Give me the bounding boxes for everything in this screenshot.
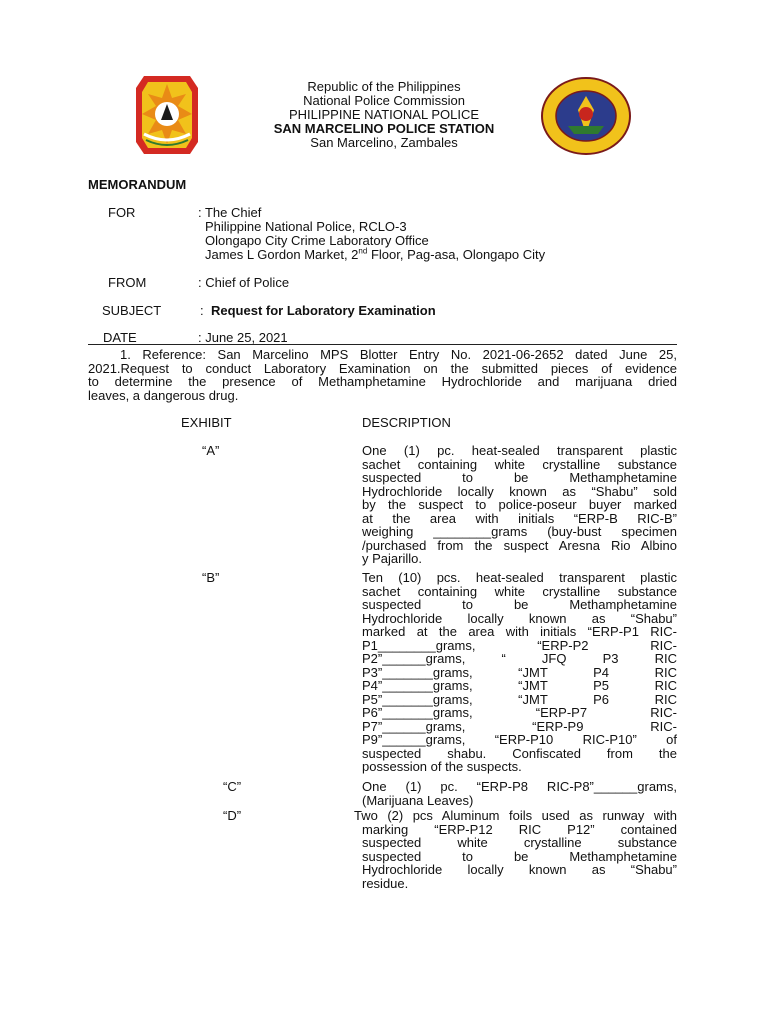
date-value: : June 25, 2021 bbox=[198, 330, 288, 345]
paragraph-line: 1. Reference: San Marcelino MPS Blotter Entry No. 2021-06-2652 dated June 25, bbox=[120, 347, 677, 362]
description-line: Hydrochloride locally known as “Shabu” bbox=[362, 610, 677, 626]
station-seal-logo bbox=[540, 76, 632, 156]
header-pnp: PHILIPPINE NATIONAL POLICE bbox=[289, 107, 479, 122]
description-line: marked at the area with initials “ERP-P1 RIC- bbox=[362, 624, 677, 639]
description-line: Two (2) pcs Aluminum foils used as runway with bbox=[354, 808, 677, 823]
exhibit-label-d: “D” bbox=[223, 808, 242, 823]
description-line: suspected white crystalline substance bbox=[362, 835, 677, 850]
description-line: suspected shabu. Confiscated from the bbox=[362, 745, 677, 761]
description-line: by the suspect to police-poseur buyer marked bbox=[362, 497, 677, 512]
for-line-4: James L Gordon Market, 2nd Floor, Pag-asa, Olongapo City bbox=[205, 246, 546, 262]
description-line: suspected to be Methamphetamine bbox=[362, 470, 677, 485]
for-line-1: : The Chief bbox=[198, 205, 262, 220]
for-line-2: Philippine National Police, RCLO-3 bbox=[205, 219, 407, 234]
subject-value: Request for Laboratory Examination bbox=[211, 303, 436, 318]
exhibit-description-c bbox=[362, 780, 677, 807]
description-line: One (1) pc. “ERP-P8 RIC-P8”______grams, bbox=[362, 779, 677, 794]
from-label: FROM bbox=[108, 275, 147, 290]
paragraph-line: 2021.Request to conduct Laboratory Examination on the submitted pieces of evidence bbox=[88, 360, 677, 376]
description-line: Hydrochloride locally known as “Shabu” sold bbox=[362, 483, 677, 499]
exhibit-description-b bbox=[362, 571, 677, 774]
description-line: Ten (10) pcs. heat-sealed transparent plastic bbox=[362, 570, 677, 585]
description-line: P3”_______grams, “JMT P4 RIC bbox=[362, 664, 677, 680]
header-napolcom: National Police Commission bbox=[303, 93, 465, 108]
subject-colon: : bbox=[200, 303, 204, 318]
description-line: sachet containing white crystalline substance bbox=[362, 456, 677, 472]
description-line: /purchased from the suspect Aresna Rio Albino bbox=[362, 537, 677, 553]
description-line: P1________grams, “ERP-P2 RIC- bbox=[362, 637, 677, 653]
exhibit-description-a bbox=[362, 444, 677, 566]
exhibit-label-a: “A” bbox=[202, 443, 220, 458]
from-value: : Chief of Police bbox=[198, 275, 290, 290]
paragraph-line: to determine the presence of Methamphetamine Hydrochloride and marijuana dried bbox=[88, 374, 677, 390]
description-line: P2”______grams, “ JFQ P3 RIC bbox=[362, 651, 677, 666]
for-label: FOR bbox=[108, 205, 136, 220]
exhibit-description-d bbox=[354, 809, 677, 890]
description-line: One (1) pc. heat-sealed transparent plastic bbox=[362, 443, 677, 458]
description-line: residue. bbox=[362, 875, 409, 891]
description-line: possession of the suspects. bbox=[362, 759, 522, 774]
description-line: weighing ________grams (buy-bust specimen bbox=[362, 524, 677, 539]
for-line-3: Olongapo City Crime Laboratory Office bbox=[205, 233, 429, 248]
description-line: at the area with initials “ERP-B RIC-B” bbox=[362, 510, 677, 526]
header-divider bbox=[88, 344, 677, 345]
description-line: sachet containing white crystalline substance bbox=[362, 583, 677, 599]
paragraph-line: leaves, a dangerous drug. bbox=[88, 388, 239, 404]
exhibit-label-c: “C” bbox=[223, 779, 242, 794]
description-line: P4”_______grams, “JMT P5 RIC bbox=[362, 678, 677, 693]
subject-label: SUBJECT bbox=[102, 303, 162, 318]
description-line: suspected to be Methamphetamine bbox=[362, 848, 677, 864]
reference-paragraph bbox=[88, 348, 677, 403]
header-republic: Republic of the Philippines bbox=[307, 79, 461, 94]
description-column-header: DESCRIPTION bbox=[362, 415, 451, 430]
description-line: marking “ERP-P12 RIC P12” contained bbox=[362, 821, 677, 837]
description-line: y Pajarillo. bbox=[362, 551, 422, 566]
description-line: P7”______grams, “ERP-P9 RIC- bbox=[362, 718, 677, 734]
description-line: P6”_______grams, “ERP-P7 RIC- bbox=[362, 705, 677, 720]
header-location: San Marcelino, Zambales bbox=[310, 135, 458, 150]
date-label: DATE bbox=[103, 330, 137, 345]
exhibit-label-b: “B” bbox=[202, 570, 220, 585]
description-line: (Marijuana Leaves) bbox=[362, 792, 474, 808]
exhibit-column-header: EXHIBIT bbox=[181, 415, 232, 430]
memo-title: MEMORANDUM bbox=[88, 177, 187, 192]
description-line: suspected to be Methamphetamine bbox=[362, 597, 677, 612]
header-station: SAN MARCELINO POLICE STATION bbox=[273, 121, 495, 136]
description-line: P5”_______grams, “JMT P6 RIC bbox=[362, 691, 677, 707]
description-line: P9”______grams, “ERP-P10 RIC-P10” of bbox=[362, 732, 677, 747]
description-line: Hydrochloride locally known as “Shabu” bbox=[362, 862, 677, 877]
